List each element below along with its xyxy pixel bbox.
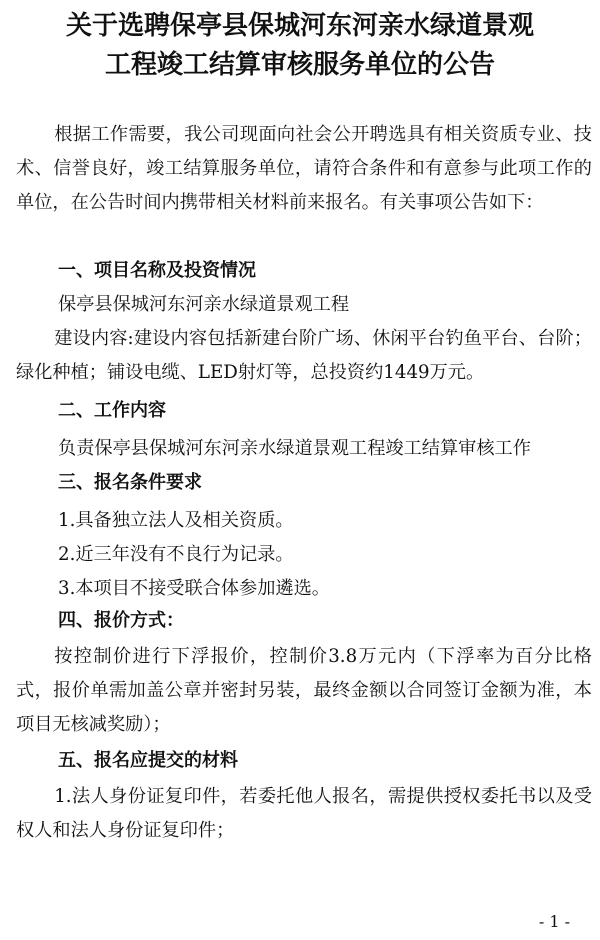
- requirement-item-1: 1.具备独立法人及相关资质。: [58, 510, 294, 531]
- section-3-heading: 三、报名条件要求: [58, 472, 202, 493]
- section-5-heading: 五、报名应提交的材料: [58, 750, 238, 771]
- section-4-heading: 四、报价方式：: [58, 610, 184, 631]
- work-content-text: 负责保亭县保城河东河亲水绿道景观工程竣工结算审核工作: [58, 438, 531, 459]
- document-title-line-2: 工程竣工结算审核服务单位的公告: [104, 50, 495, 80]
- section-1-heading: 一、项目名称及投资情况: [58, 260, 256, 281]
- requirement-item-3: 3.本项目不接受联合体参加遴选。: [58, 578, 330, 599]
- requirement-item-2: 2.近三年没有不良行为记录。: [58, 544, 294, 565]
- intro-paragraph: 根据工作需要，我公司现面向社会公开聘选具有相关资质专业、技术、信誉良好，竣工结算服务单位，请符合条件和有意参与此项工作的单位，在公告时间内携带相关材料前来报名。有关事项公告如下：: [16, 124, 592, 213]
- page-number: - 1 -: [538, 912, 570, 931]
- document-title-line-1: 关于选聘保亭县保城河东河亲水绿道景观: [65, 11, 534, 41]
- materials-item-1: 1.法人身份证复印件，若委托他人报名，需提供授权委托书以及受权人和法人身份证复印件；: [16, 786, 592, 841]
- pricing-paragraph: 按控制价进行下浮报价，控制价3.8万元内（下浮率为百分比格式，报价单需加盖公章并密封另装，最终金额以合同签订金额为准，本项目无核减奖励）；: [16, 646, 592, 735]
- project-name-text: 保亭县保城河东河亲水绿道景观工程: [58, 294, 350, 315]
- construction-content-paragraph: 建设内容:建设内容包括新建台阶广场、休闲平台钓鱼平台、台阶；绿化种植；铺设电缆、LED射灯等，总投资约1449万元。: [16, 328, 592, 383]
- section-2-heading: 二、工作内容: [58, 400, 166, 421]
